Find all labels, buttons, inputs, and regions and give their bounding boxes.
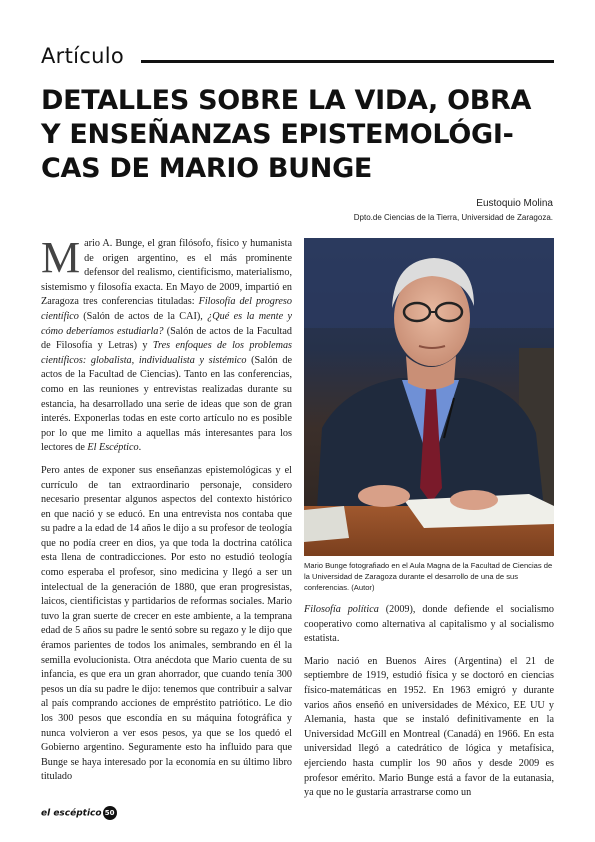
title-line-3: CAS DE MARIO BUNGE (41, 153, 373, 184)
paragraph-context: Pero antes de exponer sus enseñanzas epistemológicas y el currículo de tan extraordinario personaje, considero necesario presentar algunos aspectos del contexto histórico en que nació y se educó. En una entrevista nos contaba que su padre a la edad de 14 años le dijo a su profesor de teología que no podía creer en dios, ya que toda la doctrina católica esta llena de contradicciones. Por esto no estudió teología como esperaba el profesor, sino medicina y llegó a ser un intelectual de la generación de 1880, que eran progresistas, laicos, cientificistas y partidarios de reformas sociales. Mario tuvo la gran suerte de crecer en este ambiente, a la temprana edad de 5 años su padre le sentó sobre su regazo y le dijo que éramos parientes de todos los animales, sembrando en él la semilla evolucionista. Otra anécdota que Mario cuenta de su infancia, es que era un gran ahorrador, que cuando tenía 300 pesos un día su padre le dijo: tenemos que contribuir a salvar al país comprando acciones de empréstito patriótico. Le dio los 300 pesos que escondía en su máquina fotográfica y nunca volvieron a ver esos pesos, ya que se los quedó el Gobierno argentino. Seguramente esto ha influido para que Bunge se haya interesado por la economía en su último libro titulado (41, 464, 292, 783)
paragraph-intro (41, 233, 293, 456)
page-number: 50 (103, 806, 117, 820)
author-affiliation: Dpto.de Ciencias de la Tierra, Universidad de Zaragoza. (353, 213, 553, 222)
author-name: Eustoquio Molina (476, 198, 553, 209)
paragraph-politics (304, 603, 554, 647)
intro-text-b: (Salón de actos de la CAI), (78, 310, 208, 322)
left-column (41, 233, 293, 793)
title-line-2: Y ENSEÑANZAS EPISTEMOLÓGI- (41, 119, 514, 150)
intro-text-d: (Salón de actos de la Facultad de Ciencias). Tanto en las conferencias, como en las reuniones y entrevistas realizadas durante su estancia, ha desarrollado una serie de ideas que son de gran interés. Exponerlas todas en este corto artículo no es posible por lo que me limito a aquellas más interesantes para los lectores de (41, 354, 292, 454)
section-label: Artículo (41, 44, 125, 68)
talk-title-3: Tres enfoques de los problemas científicos: globalista, individualista y sistémico (41, 340, 293, 366)
article-title (41, 84, 561, 186)
talk-title-2: ¿Qué es la mente y cómo deberíamos estudiarla? (41, 310, 292, 337)
section-rule (141, 60, 554, 63)
page-footer (41, 806, 117, 820)
intro-text-e: . (138, 442, 142, 454)
magazine-name: El Escéptico (87, 442, 139, 454)
drop-cap: M (41, 233, 81, 282)
talk-title-1: Filosofía del progreso científico (41, 296, 292, 322)
intro-text-c: (Salón de actos de la Facultad de Filosofía y Letras) y (41, 325, 292, 352)
author-photo (304, 238, 554, 556)
intro-text-a: ario A. Bunge, el gran filósofo, físico y humanista de origen argentino, es el más prominente defensor del realismo, cientificismo, materialismo, sistemismo y filosofía exacta. En Mayo de 2009, impartió en Zaragoza tres conferencias tituladas: (41, 238, 292, 308)
right-column (304, 603, 554, 809)
photo-caption: Mario Bunge fotografiado en el Aula Magna de la Facultad de Ciencias de la Universidad de Zaragoza durante el desarrollo de una de sus conferencias. (Autor) (304, 561, 553, 592)
footer-magazine: el escéptico (41, 808, 102, 819)
paragraph-biography: Mario nació en Buenos Aires (Argentina) el 21 de septiembre de 1919, estudió física y se doctoró en ciencias físico-matemáticas en 1952. En 1963 emigró y durante varios años enseñó en universidades de México, EE UU y Alemania, hasta que se instaló definitivamente en la Universidad McGill en Montreal (Canadá) en 1966. En esta universidad llegó a catedrático de lógica y metafísica, ejerciendo hasta cumplir los 90 años y desde 2009 es profesor emérito. Mario Bunge está a favor de la eutanasia, ya que no le gustaría arrastrarse como un (304, 655, 554, 799)
book-title: Filosofía política (304, 604, 379, 615)
politics-text: (2009), donde defiende el socialismo cooperativo como alternativa al capitalismo y al socialismo estatista. (304, 604, 554, 645)
title-line-1: DETALLES SOBRE LA VIDA, OBRA (41, 85, 532, 116)
portrait-photo (304, 238, 554, 556)
